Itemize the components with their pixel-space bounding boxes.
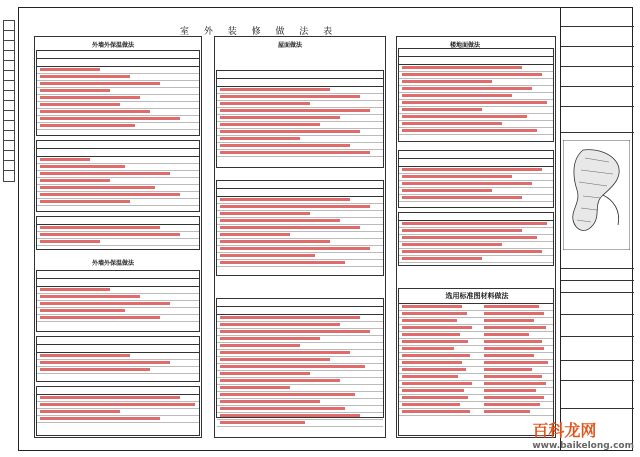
table-header (37, 279, 199, 287)
table-right-4 (398, 288, 554, 436)
table-left-1 (36, 50, 200, 136)
title-block-cell (561, 107, 634, 133)
table-header (217, 79, 383, 87)
table-header (37, 345, 199, 353)
table-caption (37, 51, 199, 59)
table-middle-3 (216, 298, 384, 418)
title-block-cell (561, 269, 634, 281)
table-header (217, 307, 383, 315)
table-header (399, 159, 553, 167)
table-right-2 (398, 150, 554, 208)
table-header (399, 57, 553, 65)
table-middle-1 (216, 70, 384, 168)
title-block-cell (561, 87, 634, 107)
section-heading-left-2: 外墙外保温做法 (92, 260, 135, 267)
title-block-cell (561, 7, 634, 27)
title-block-cell (561, 27, 634, 47)
site-plan-thumbnail (563, 140, 630, 250)
title-block-cell (561, 257, 634, 269)
table-caption (37, 271, 199, 279)
table-caption (37, 337, 199, 345)
table-left-2 (36, 140, 200, 212)
table-caption (217, 71, 383, 79)
title-block-cell (561, 337, 634, 361)
table-caption (217, 181, 383, 189)
section-heading-left: 外墙外保温做法 (92, 42, 135, 49)
table-header (217, 189, 383, 197)
title-block-cell (561, 361, 634, 381)
table-caption (399, 49, 553, 57)
table-caption (37, 387, 199, 395)
title-block-cell (561, 381, 634, 409)
table-left-4 (36, 270, 200, 332)
table-right-3 (398, 212, 554, 266)
title-block-cell (561, 293, 634, 315)
section-heading-right: 楼地面做法 (450, 42, 481, 49)
table-left-6 (36, 386, 200, 436)
table-caption (399, 151, 553, 159)
right-table-heading: 选用标准图材料做法 (399, 289, 553, 304)
table-caption (399, 213, 553, 221)
table-caption (37, 141, 199, 149)
title-block-cell (561, 281, 634, 293)
table-middle-2 (216, 180, 384, 276)
sheet-title: 室 外 装 修 做 法 表 (180, 27, 339, 37)
table-left-3 (36, 216, 200, 250)
watermark-text: 百科龙网 (532, 421, 597, 440)
watermark-logo (532, 418, 634, 451)
table-caption (217, 299, 383, 307)
title-block-cell (561, 315, 634, 337)
title-block-cell (561, 67, 634, 87)
binding-strip (3, 20, 15, 182)
section-heading-middle: 屋面做法 (278, 42, 303, 49)
watermark-url: www.baikelong.com (532, 441, 634, 451)
table-header (37, 59, 199, 67)
table-right-1 (398, 48, 554, 142)
table-header (37, 149, 199, 157)
table-left-5 (36, 336, 200, 382)
title-block-cell (561, 47, 634, 67)
table-caption (37, 217, 199, 225)
